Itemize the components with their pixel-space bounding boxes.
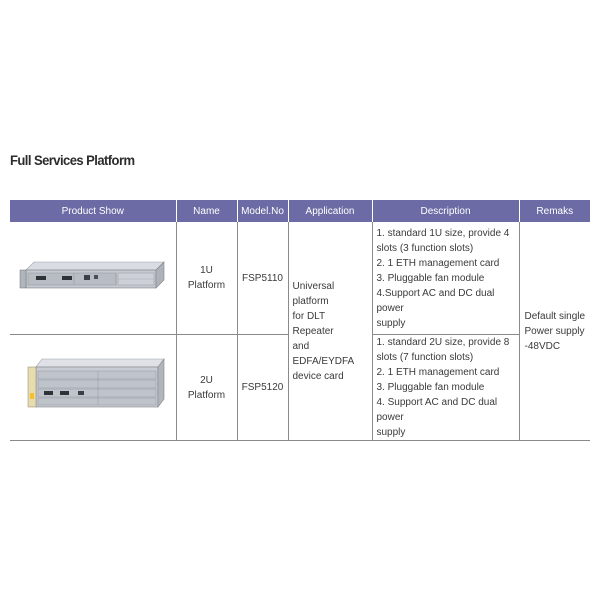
model-no-cell: FSP5110 — [237, 222, 288, 335]
description-cell — [372, 222, 519, 335]
table-header-row — [10, 200, 590, 222]
description-line: slots (7 function slots) — [376, 352, 474, 363]
header-application: Application — [288, 200, 372, 222]
remarks-line: -48VDC — [524, 340, 561, 352]
remarks-cell — [519, 222, 590, 441]
description-line: slots (3 function slots) — [376, 242, 474, 254]
header-product-show: Product Show — [10, 200, 176, 222]
description-line: 4.Support AC and DC dual power — [376, 287, 495, 314]
description-line: 2. 1 ETH management card — [376, 367, 500, 378]
header-remarks: Remaks — [519, 200, 590, 222]
header-name: Name — [176, 200, 237, 222]
model-no-cell: FSP5120 — [237, 335, 288, 441]
product-name-cell: 2U Platform — [176, 335, 237, 441]
description-line: supply — [376, 427, 406, 438]
header-model-no: Model.No — [237, 200, 288, 222]
description-line: 1. standard 1U size, provide 4 — [376, 227, 510, 239]
remarks-line: Power supply — [524, 325, 585, 337]
header-description: Description — [372, 200, 519, 222]
description-cell — [372, 335, 519, 441]
1u-chassis-image — [14, 254, 172, 302]
description-line: 4. Support AC and DC dual power — [376, 397, 498, 423]
description-line: 1. standard 2U size, provide 8 — [376, 337, 510, 348]
description-line: 3. Pluggable fan module — [376, 272, 485, 284]
product-image-cell — [10, 335, 176, 441]
description-line: 2. 1 ETH management card — [376, 257, 500, 269]
application-line: and EDFA/EYDFA — [292, 340, 355, 367]
application-line: device card — [292, 370, 344, 382]
description-line: 3. Pluggable fan module — [376, 382, 485, 393]
product-image-cell — [10, 222, 176, 335]
2u-chassis-image — [14, 353, 172, 423]
remarks-line: Default single — [524, 310, 586, 322]
application-cell — [288, 222, 372, 441]
page-title: Full Services Platform — [10, 152, 135, 168]
application-line: Universal platform — [292, 280, 335, 307]
application-line: for DLT Repeater — [292, 310, 334, 337]
table-row — [10, 222, 590, 335]
product-table — [10, 200, 590, 441]
product-name-cell: 1U Platform — [176, 222, 237, 335]
description-line: supply — [376, 317, 406, 329]
